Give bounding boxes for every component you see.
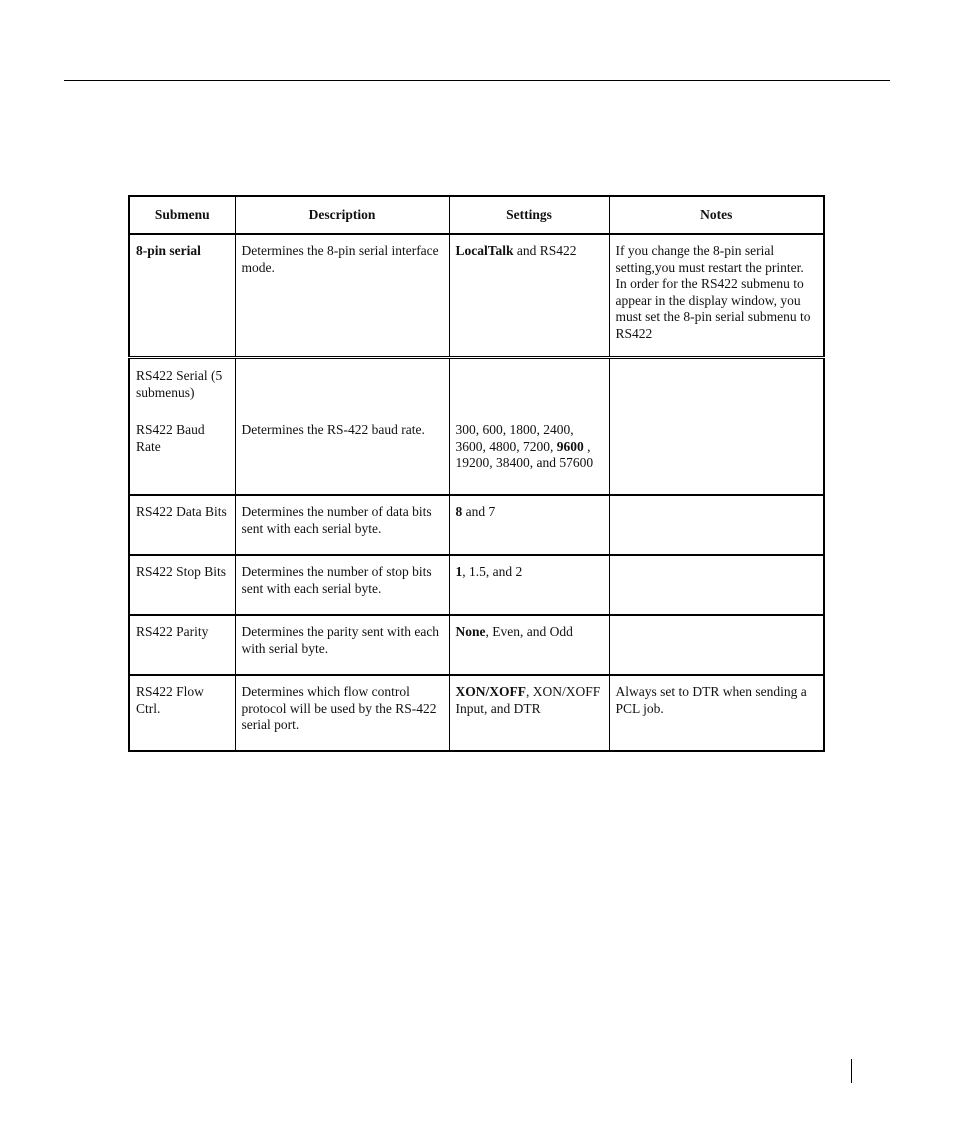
cell-submenu: RS422 Stop Bits bbox=[129, 555, 235, 615]
cell-settings bbox=[449, 675, 609, 751]
cell-settings bbox=[449, 358, 609, 419]
default-setting: LocalTalk bbox=[455, 243, 514, 258]
submenu-name: 8-pin serial bbox=[136, 243, 201, 258]
cell-submenu: RS422 Data Bits bbox=[129, 495, 235, 555]
cell-notes bbox=[609, 615, 824, 675]
cell-submenu bbox=[129, 234, 235, 358]
other-settings: 300, 600, 1800, 2400, 3600, 4800, 7200, bbox=[455, 422, 574, 454]
other-settings: , XON/XOFF Input, and DTR bbox=[455, 684, 601, 716]
table-row-flow-ctrl bbox=[129, 675, 824, 751]
other-settings: , 19200, 38400, and 57600 bbox=[455, 438, 594, 470]
cell-notes bbox=[609, 418, 824, 495]
other-settings: , Even, and Odd bbox=[485, 624, 573, 639]
default-setting: 1 bbox=[455, 564, 463, 579]
serial-settings-table bbox=[128, 195, 825, 752]
other-settings: , 1.5, and 2 bbox=[462, 564, 523, 579]
cell-description: Determines the number of stop bits sent with each serial byte. bbox=[235, 555, 449, 615]
cell-notes bbox=[609, 555, 824, 615]
table-row-stop-bits bbox=[129, 555, 824, 615]
other-settings: and RS422 bbox=[513, 243, 577, 258]
cell-settings bbox=[449, 234, 609, 358]
table-row-rs422-group bbox=[129, 358, 824, 419]
table-row-baud-rate bbox=[129, 418, 824, 495]
footer-page-mark bbox=[851, 1059, 852, 1083]
table-row-data-bits bbox=[129, 495, 824, 555]
default-setting: XON/XOFF bbox=[455, 684, 526, 699]
cell-description: Determines the number of data bits sent with each serial byte. bbox=[235, 495, 449, 555]
cell-description bbox=[235, 358, 449, 419]
cell-submenu: RS422 Parity bbox=[129, 615, 235, 675]
cell-settings bbox=[449, 615, 609, 675]
cell-description: Determines which flow control protocol will be used by the RS-422 serial port. bbox=[235, 675, 449, 751]
header-description: Description bbox=[235, 196, 449, 234]
header-settings: Settings bbox=[449, 196, 609, 234]
default-setting: None bbox=[455, 624, 486, 639]
cell-submenu: RS422 Baud Rate bbox=[129, 418, 235, 495]
header-submenu: Submenu bbox=[129, 196, 235, 234]
table-row-8pin-serial bbox=[129, 234, 824, 358]
default-setting: 8 bbox=[455, 504, 463, 519]
cell-settings bbox=[449, 495, 609, 555]
cell-description: Determines the 8-pin serial interface mode. bbox=[235, 234, 449, 358]
table-row-parity bbox=[129, 615, 824, 675]
header-rule bbox=[64, 80, 890, 81]
cell-notes: Always set to DTR when sending a PCL job. bbox=[609, 675, 824, 751]
header-notes: Notes bbox=[609, 196, 824, 234]
cell-notes: If you change the 8-pin serial setting,you must restart the printer. In order for the RS422 submenu to appear in the display window, you must set the 8-pin serial submenu to RS422 bbox=[609, 234, 824, 358]
cell-settings bbox=[449, 555, 609, 615]
default-setting: 9600 bbox=[556, 438, 584, 454]
cell-description: Determines the parity sent with each with serial byte. bbox=[235, 615, 449, 675]
other-settings: and 7 bbox=[462, 504, 496, 519]
cell-description: Determines the RS-422 baud rate. bbox=[235, 418, 449, 495]
cell-submenu: RS422 Serial (5 submenus) bbox=[129, 358, 235, 419]
cell-settings bbox=[449, 418, 609, 495]
table-header-row bbox=[129, 196, 824, 234]
cell-notes bbox=[609, 358, 824, 419]
cell-submenu: RS422 Flow Ctrl. bbox=[129, 675, 235, 751]
cell-notes bbox=[609, 495, 824, 555]
